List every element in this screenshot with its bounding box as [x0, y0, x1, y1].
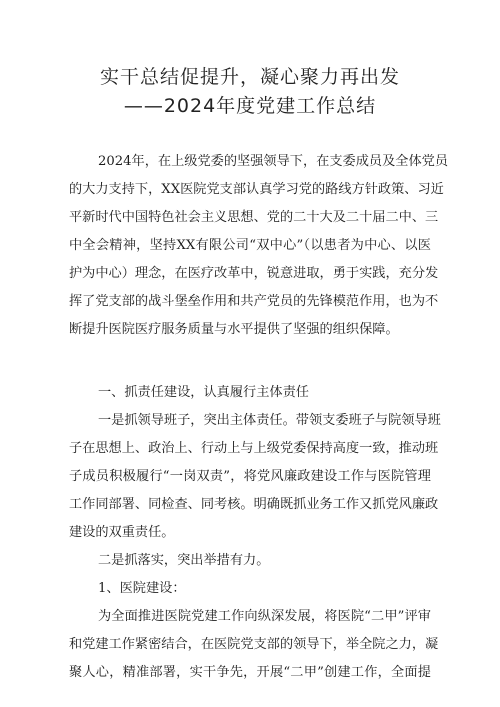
section-heading: 一、抓责任建设，认真履行主体责任: [98, 385, 309, 400]
paragraph-line: 平新时代中国特色社会主义思想、党的二十大及二十届二中、三: [69, 210, 439, 225]
paragraph-line: 和党建工作紧密结合，在医院党支部的领导下，举全院之力，凝: [69, 637, 439, 652]
document-subtitle: ——2024年度党建工作总结: [123, 95, 377, 117]
paragraph-line: 子成员积极履行“一岗双责”，将党风廉政建设工作与医院管理: [69, 469, 431, 484]
paragraph-line: 一是抓领导班子，突出主体责任。带领支委班子与院领导班: [98, 413, 441, 428]
paragraph-line: 聚人心，精准部署，实干争先，开展“二甲”创建工作，全面提: [69, 665, 431, 680]
paragraph-line: 2024年，在上级党委的坚强领导下，在支委成员及全体党员: [98, 154, 449, 169]
document-title: 实干总结促提升，凝心聚力再出发: [99, 66, 400, 88]
paragraph-line: 为全面推进医院党建工作向纵深发展，将医院“二甲”评审: [98, 609, 431, 624]
paragraph-line: 工作同部署、同检查、同考核。明确既抓业务工作又抓党风廉政: [69, 497, 439, 512]
paragraph-line: 中全会精神，坚持XX有限公司“双中心”（以患者为中心、以医: [69, 238, 431, 253]
paragraph-line: 建设的双重责任。: [69, 525, 175, 540]
subsection-heading: 1、医院建设：: [98, 581, 186, 596]
paragraph-line: 挥了党支部的战斗堡垒作用和共产党员的先锋模范作用，也为不: [69, 294, 439, 309]
paragraph-line: 子在思想上、政治上、行动上与上级党委保持高度一致，推动班: [69, 441, 439, 456]
paragraph-line: 的大力支持下，XX医院党支部认真学习党的路线方针政策、习近: [69, 182, 444, 197]
paragraph-line: 断提升医院医疗服务质量与水平提供了坚强的组织保障。: [69, 322, 399, 337]
paragraph-line: 护为中心）理念，在医疗改革中，锐意进取，勇于实践，充分发: [69, 266, 439, 281]
point-heading: 二是抓落实，突出举措有力。: [98, 553, 270, 568]
